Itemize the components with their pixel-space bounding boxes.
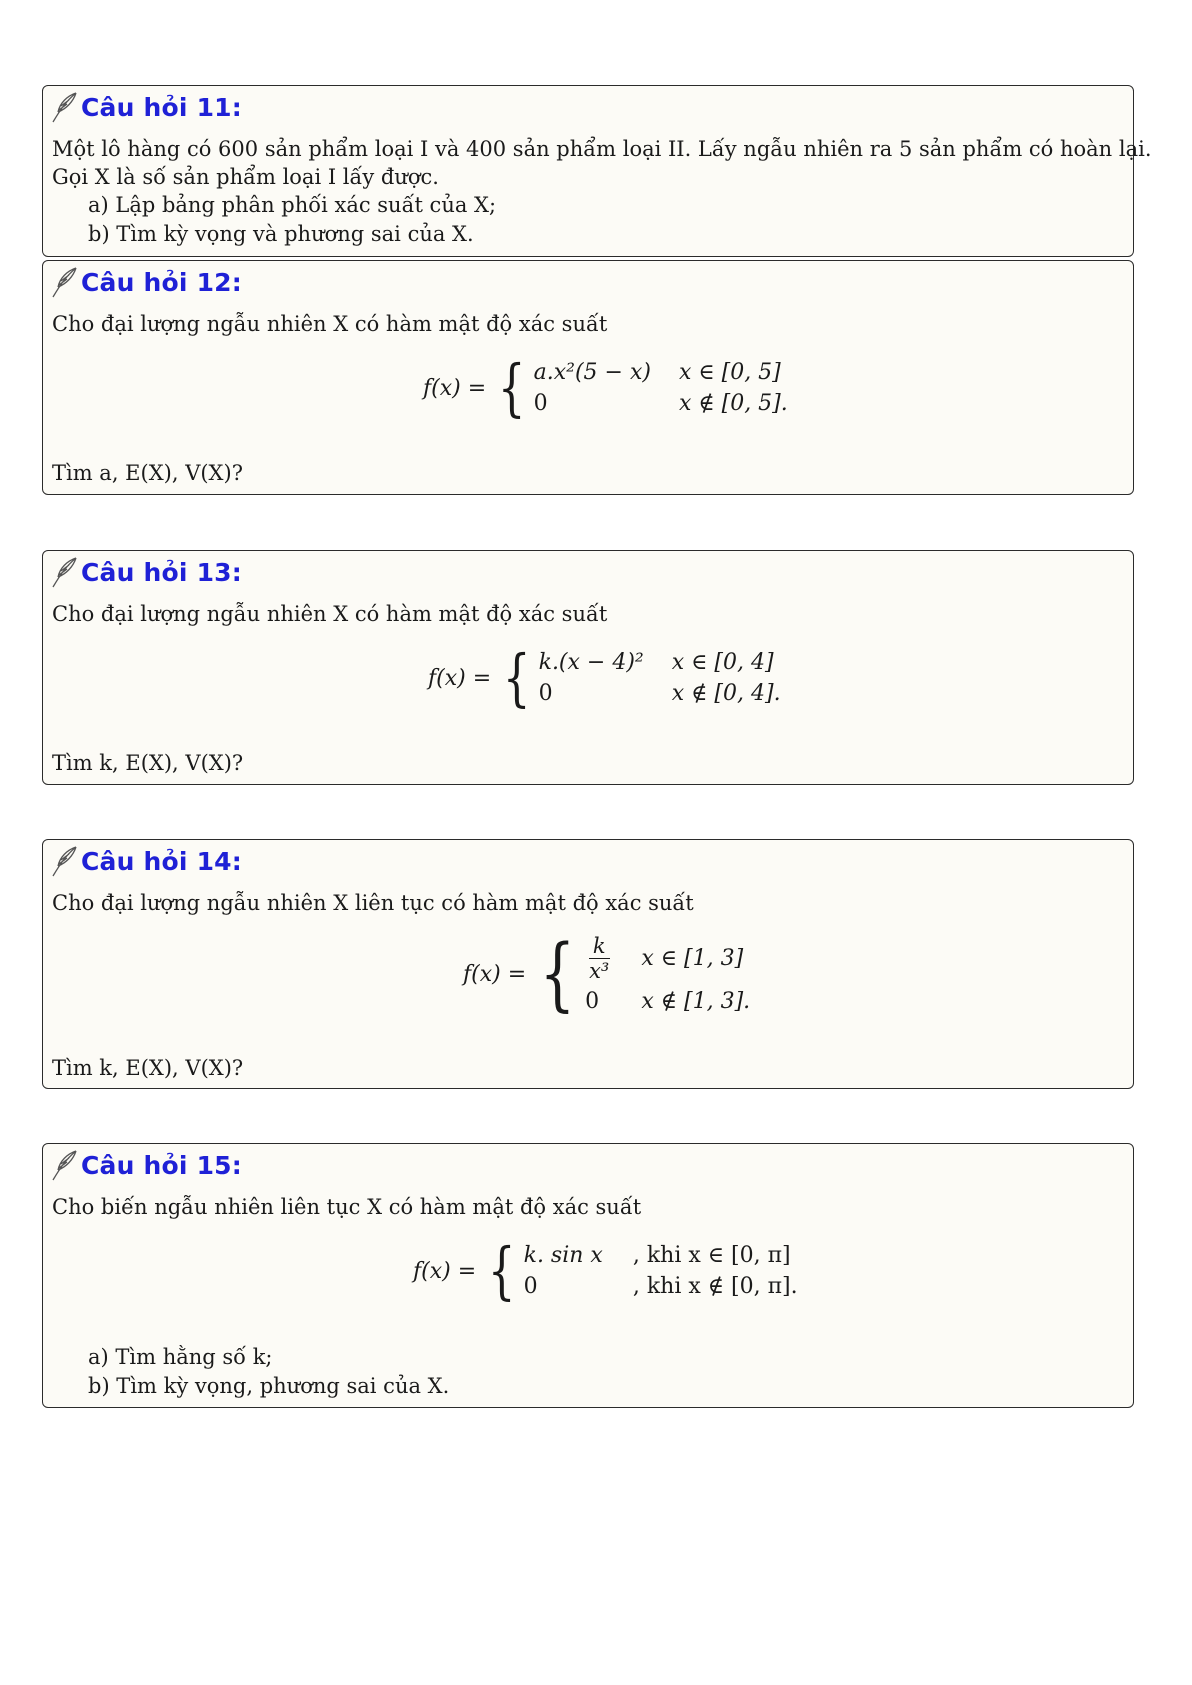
question-title-15: Câu hỏi 15: bbox=[49, 1148, 242, 1182]
case-expression: k. sin x bbox=[523, 1243, 603, 1268]
question-title-11: Câu hỏi 11: bbox=[49, 90, 242, 124]
question-title-14: Câu hỏi 14: bbox=[49, 844, 242, 878]
case-condition: x ∈ [1, 3] bbox=[641, 946, 744, 971]
quill-icon bbox=[49, 555, 79, 589]
quill-icon bbox=[49, 844, 79, 878]
case-condition: x ∉ [0, 4]. bbox=[671, 681, 781, 706]
question-box-15 bbox=[42, 1143, 1134, 1408]
case-condition: , khi x ∈ [0, π] bbox=[632, 1243, 791, 1268]
fraction-expression: $\frac{k}{\text{x³}}$ bbox=[589, 934, 610, 983]
sub-question-b: b) Tìm kỳ vọng, phương sai của X. bbox=[88, 1374, 450, 1398]
case-expression: 0 bbox=[585, 989, 600, 1014]
question-intro: Cho đại lượng ngẫu nhiên X có hàm mật độ xác suất bbox=[52, 312, 608, 336]
sub-question-b: b) Tìm kỳ vọng và phương sai của X. bbox=[88, 222, 474, 246]
case-expression: 0 bbox=[523, 1274, 538, 1299]
density-formula: f(x) = { a.x²(5 − x) x ∈ [0, 5] 0 x ∉ [0, 5]. bbox=[423, 351, 788, 424]
density-formula: f(x) = { $\frac{k}{\text{x³}}$ x ∈ [1, 3] 0 x ∉ [1, 3]. bbox=[463, 927, 751, 1020]
quill-icon bbox=[49, 265, 79, 299]
question-intro: Cho đại lượng ngẫu nhiên X có hàm mật độ xác suất bbox=[52, 602, 608, 626]
quill-icon bbox=[49, 90, 79, 124]
question-box-12 bbox=[42, 260, 1134, 495]
question-box-11 bbox=[42, 85, 1152, 257]
question-box-14 bbox=[42, 839, 1134, 1089]
question-title-12: Câu hỏi 12: bbox=[49, 265, 242, 299]
sub-question-a: a) Lập bảng phân phối xác suất của X; bbox=[88, 193, 497, 217]
case-expression: a.x²(5 − x) bbox=[533, 360, 651, 385]
question-text-line: Một lô hàng có 600 sản phẩm loại I và 400 sản phẩm loại II. Lấy ngẫu nhiên ra 5 sản phẩm có hoàn lại. bbox=[52, 137, 1152, 161]
case-condition: x ∉ [1, 3]. bbox=[641, 989, 751, 1014]
case-condition: , khi x ∉ [0, π]. bbox=[632, 1274, 798, 1299]
case-expression: 0 bbox=[533, 391, 548, 416]
question-intro: Cho đại lượng ngẫu nhiên X liên tục có hàm mật độ xác suất bbox=[52, 891, 694, 915]
case-condition: x ∉ [0, 5]. bbox=[678, 391, 788, 416]
question-ask: Tìm k, E(X), V(X)? bbox=[52, 751, 244, 775]
case-expression: k.(x − 4)² bbox=[538, 650, 644, 675]
question-box-13 bbox=[42, 550, 1134, 785]
case-condition: x ∈ [0, 4] bbox=[671, 650, 774, 675]
sub-question-a: a) Tìm hằng số k; bbox=[88, 1345, 273, 1369]
density-formula: f(x) = { k. sin x , khi x ∈ [0, π] 0 , khi x ∉ [0, π]. bbox=[413, 1234, 798, 1307]
case-condition: x ∈ [0, 5] bbox=[678, 360, 781, 385]
question-ask: Tìm k, E(X), V(X)? bbox=[52, 1056, 244, 1080]
case-expression: 0 bbox=[538, 681, 553, 706]
density-formula: f(x) = { k.(x − 4)² x ∈ [0, 4] 0 x ∉ [0, 4]. bbox=[428, 641, 781, 714]
question-intro: Cho biến ngẫu nhiên liên tục X có hàm mật độ xác suất bbox=[52, 1195, 642, 1219]
quill-icon bbox=[49, 1148, 79, 1182]
question-title-13: Câu hỏi 13: bbox=[49, 555, 242, 589]
question-ask: Tìm a, E(X), V(X)? bbox=[52, 461, 243, 485]
question-text-line: Gọi X là số sản phẩm loại I lấy được. bbox=[52, 165, 439, 189]
